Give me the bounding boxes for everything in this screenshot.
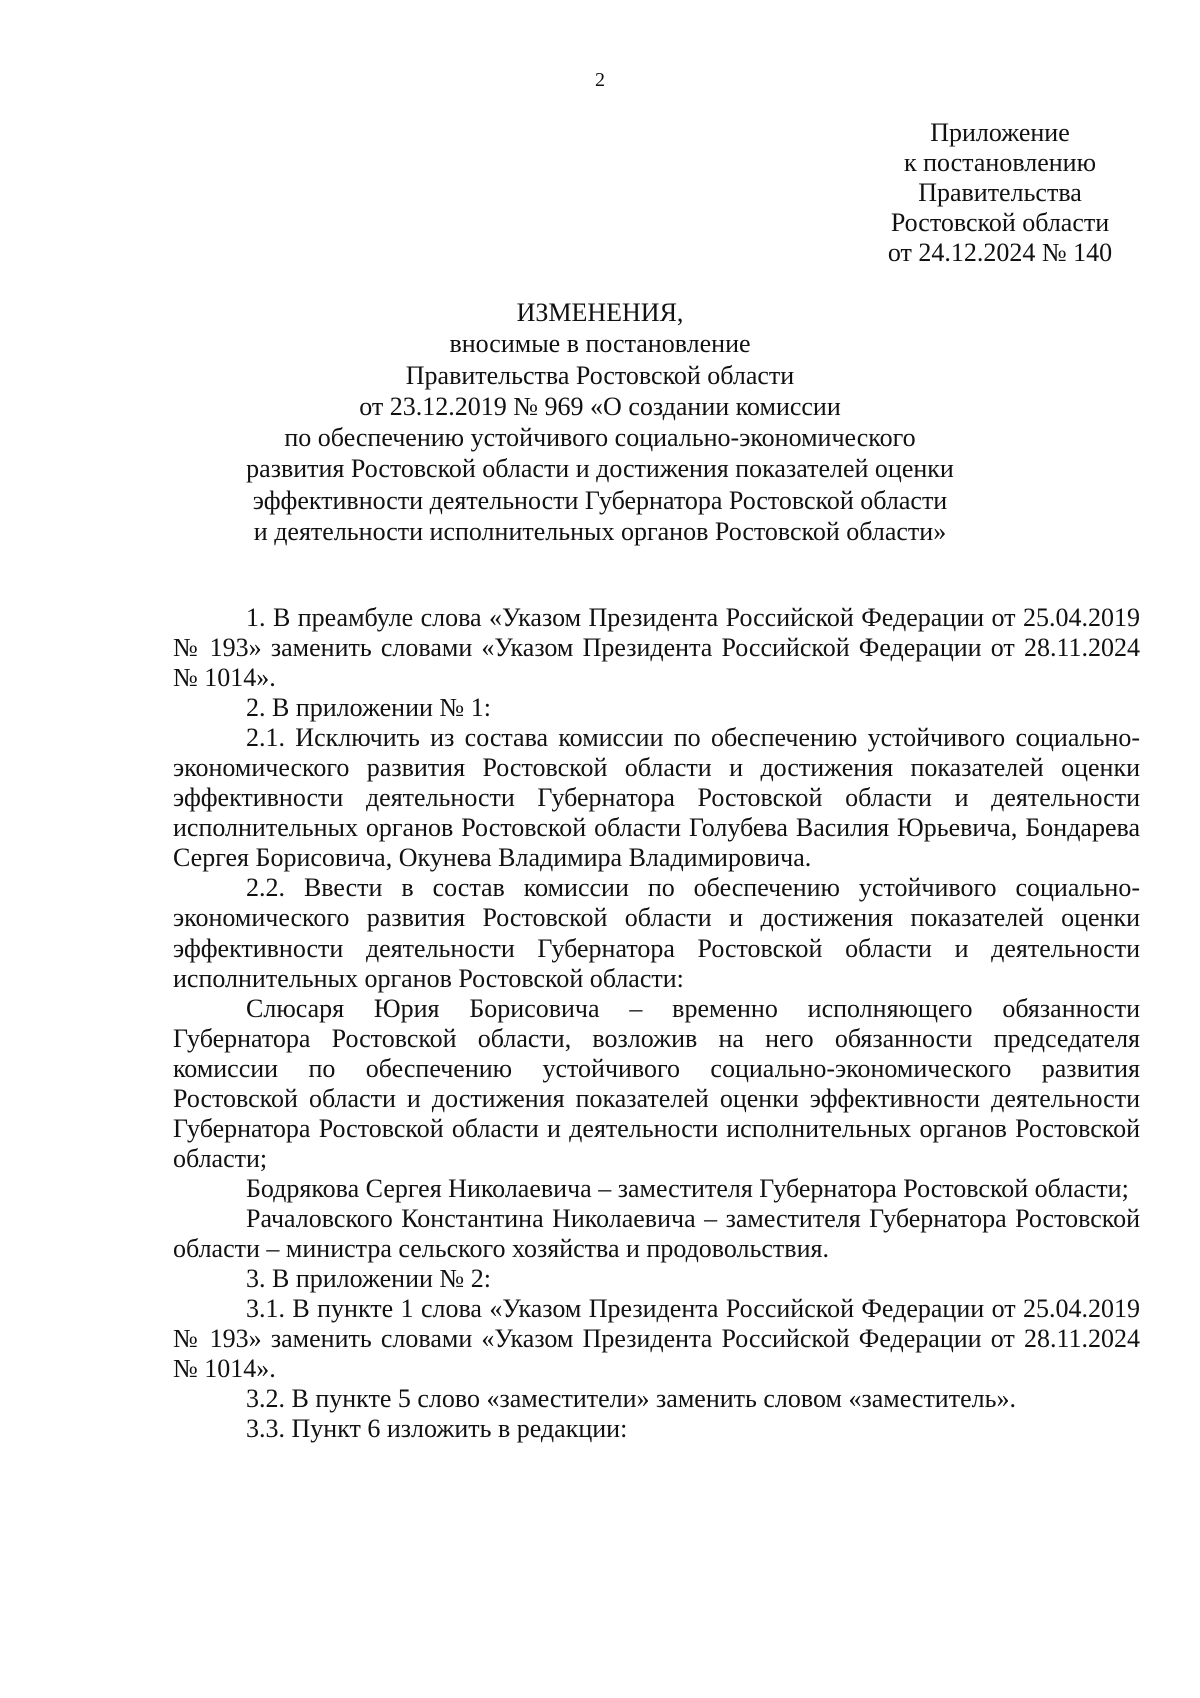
paragraph-3-1: 3.1. В пункте 1 слова «Указом Президента Российской Федерации от 25.04.2019 № 193» заменить словами «Указом Президента Российской Федерации от 28.11.2024 № 1014». bbox=[173, 1294, 1140, 1384]
paragraph-member-rachalovsky: Рачаловского Константина Николаевича – заместителя Губернатора Ростовской области – министра сельского хозяйства и продовольствия. bbox=[173, 1203, 1140, 1263]
appendix-reference bbox=[840, 118, 1160, 268]
heading-line: Правительства Ростовской области bbox=[405, 360, 795, 390]
paragraph-2: 2. В приложении № 1: bbox=[246, 693, 491, 723]
paragraph-1: 1. В преамбуле слова «Указом Президента Российской Федерации от 25.04.2019 № 193» заменить словами «Указом Президента Российской Федерации от 28.11.2024 № 1014». bbox=[173, 603, 1140, 693]
paragraph-3-2: 3.2. В пункте 5 слово «заместители» заменить словом «заместитель». bbox=[246, 1384, 1016, 1414]
appendix-line: Правительства bbox=[918, 178, 1082, 207]
document-title: ИЗМЕНЕНИЯ, bbox=[516, 298, 684, 327]
document-heading bbox=[160, 297, 1040, 547]
document-body bbox=[173, 603, 1140, 1444]
heading-line: от 23.12.2019 № 969 «О создании комиссии bbox=[359, 391, 841, 421]
appendix-line: Приложение bbox=[930, 118, 1070, 147]
heading-line: вносимые в постановление bbox=[449, 329, 751, 359]
paragraph-2-2: 2.2. Ввести в состав комиссии по обеспечению устойчивого социально-экономического развития Ростовской области и достижения показателей оценки эффективности деятельности Губернатора Ростовской области и деятельности исполнительных органов Ростовской области: bbox=[173, 873, 1140, 993]
appendix-line: Ростовской области bbox=[890, 208, 1110, 237]
paragraph-member-bodryakov: Бодрякова Сергея Николаевича – заместителя Губернатора Ростовской области; bbox=[246, 1173, 1129, 1203]
paragraph-3: 3. В приложении № 2: bbox=[246, 1264, 491, 1294]
paragraph-member-slyusar: Слюсаря Юрия Борисовича – временно исполняющего обязанности Губернатора Ростовской области, возложив на него обязанности председателя комиссии по обеспечению устойчивого социально-экономического развития Ростовской области и достижения показателей оценки эффективности деятельности Губернатора Ростовской области и деятельности исполнительных органов Ростовской области; bbox=[173, 993, 1140, 1173]
heading-line: по обеспечению устойчивого социально-экономического bbox=[284, 423, 916, 453]
heading-line: и деятельности исполнительных органов Ростовской области» bbox=[253, 517, 947, 547]
appendix-line: от 24.12.2024 № 140 bbox=[887, 238, 1113, 267]
appendix-line: к постановлению bbox=[903, 148, 1097, 177]
paragraph-3-3: 3.3. Пункт 6 изложить в редакции: bbox=[246, 1414, 628, 1444]
heading-line: эффективности деятельности Губернатора Ростовской области bbox=[252, 485, 948, 515]
paragraph-2-1: 2.1. Исключить из состава комиссии по обеспечению устойчивого социально-экономического развития Ростовской области и достижения показателей оценки эффективности деятельности Губернатора Ростовской области и деятельности исполнительных органов Ростовской области Голубева Василия Юрьевича, Бондарева Сергея Борисовича, Окунева Владимира Владимировича. bbox=[173, 723, 1140, 873]
page-number: 2 bbox=[595, 69, 605, 91]
heading-line: развития Ростовской области и достижения показателей оценки bbox=[246, 454, 954, 484]
